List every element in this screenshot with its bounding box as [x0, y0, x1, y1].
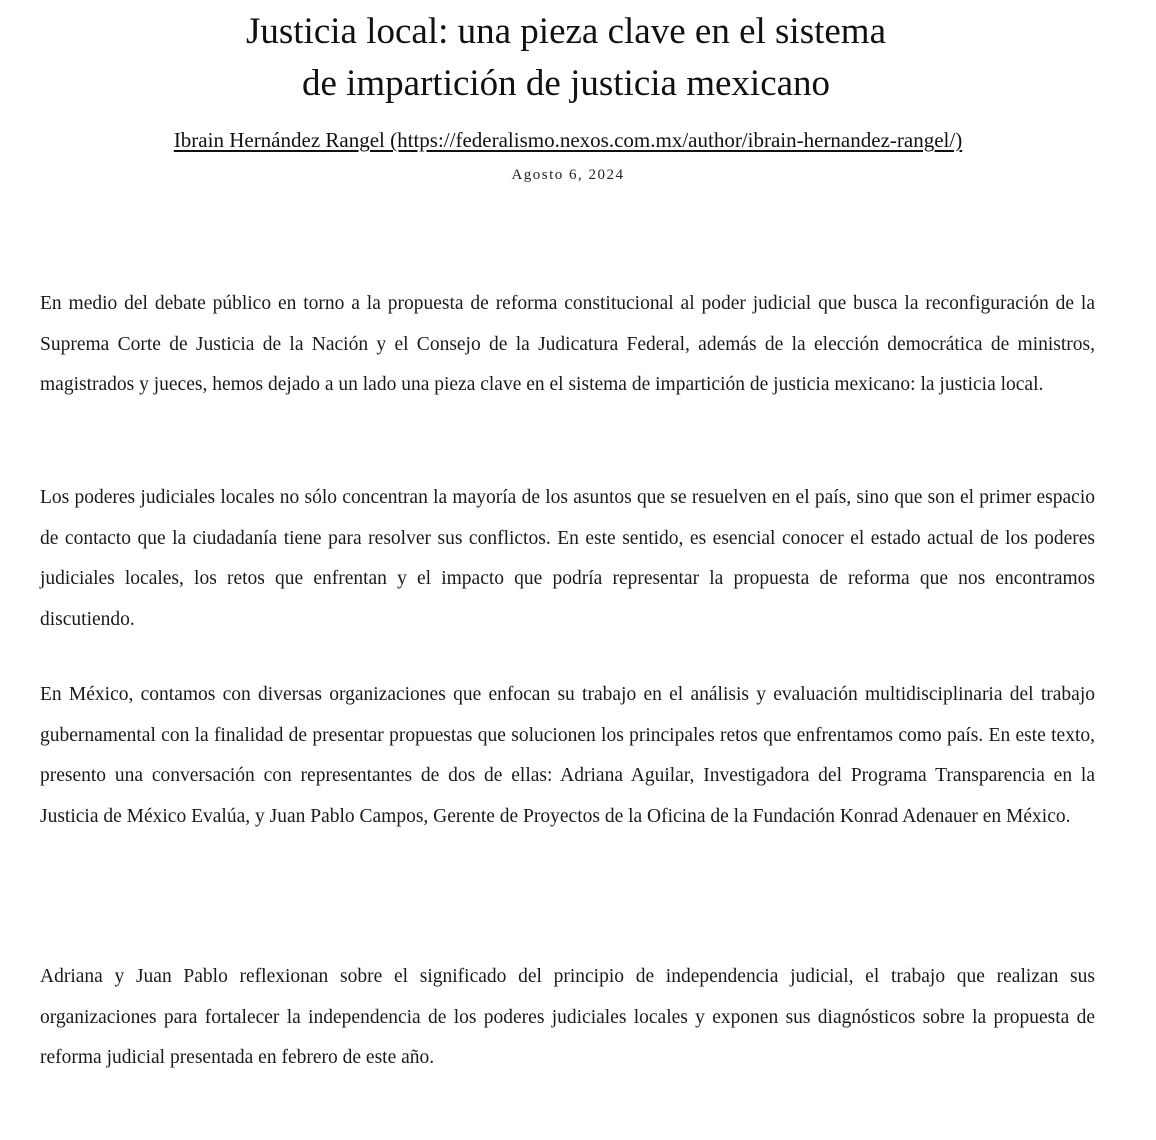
publish-date: Agosto 6, 2024 [511, 167, 625, 183]
paragraph-3: En México, contamos con diversas organizaciones que enfocan su trabajo en el análisis y evaluación multidisciplinaria del trabajo gubernamental con la finalidad de presentar propuestas que solucionen los principales retos que enfrentamos como país. En este texto, presento una conversación con representantes de dos de ellas: Adriana Aguilar, Investigadora del Programa Transparencia en la Justicia de México Evalúa, y Juan Pablo Campos, Gerente de Proyectos de la Oficina de la Fundación Konrad Adenauer en México. [40, 684, 1095, 827]
paragraph-1: En medio del debate público en torno a la propuesta de reforma constitucional al poder judicial que busca la reconfiguración de la Suprema Corte de Justicia de la Nación y el Consejo de la Judicatura Federal, además de la elección democrática de ministros, magistrados y jueces, hemos dejado a un lado una pieza clave en el sistema de impartición de justicia mexicano: la justicia local. [40, 293, 1095, 395]
paragraph-4: Adriana y Juan Pablo reflexionan sobre el significado del principio de independencia judicial, el trabajo que realizan sus organizaciones para fortalecer la independencia de los poderes judiciales locales y exponen sus diagnósticos sobre la propuesta de reforma judicial presentada en febrero de este año. [40, 966, 1095, 1068]
paragraph-2: Los poderes judiciales locales no sólo concentran la mayoría de los asuntos que se resuelven en el país, sino que son el primer espacio de contacto que la ciudadanía tiene para resolver sus conflictos. En este sentido, es esencial conocer el estado actual de los poderes judiciales locales, los retos que enfrentan y el impacto que podría representar la propuesta de reforma que nos encontramos discutiendo. [40, 487, 1095, 630]
author-link[interactable]: Ibrain Hernández Rangel (https://federalismo.nexos.com.mx/author/ibrain-hernandez-rangel/) [173, 128, 963, 152]
article-title-line-1: Justicia local: una pieza clave en el sistema [245, 11, 887, 52]
article-title-line-2: de impartición de justicia mexicano [301, 63, 831, 104]
